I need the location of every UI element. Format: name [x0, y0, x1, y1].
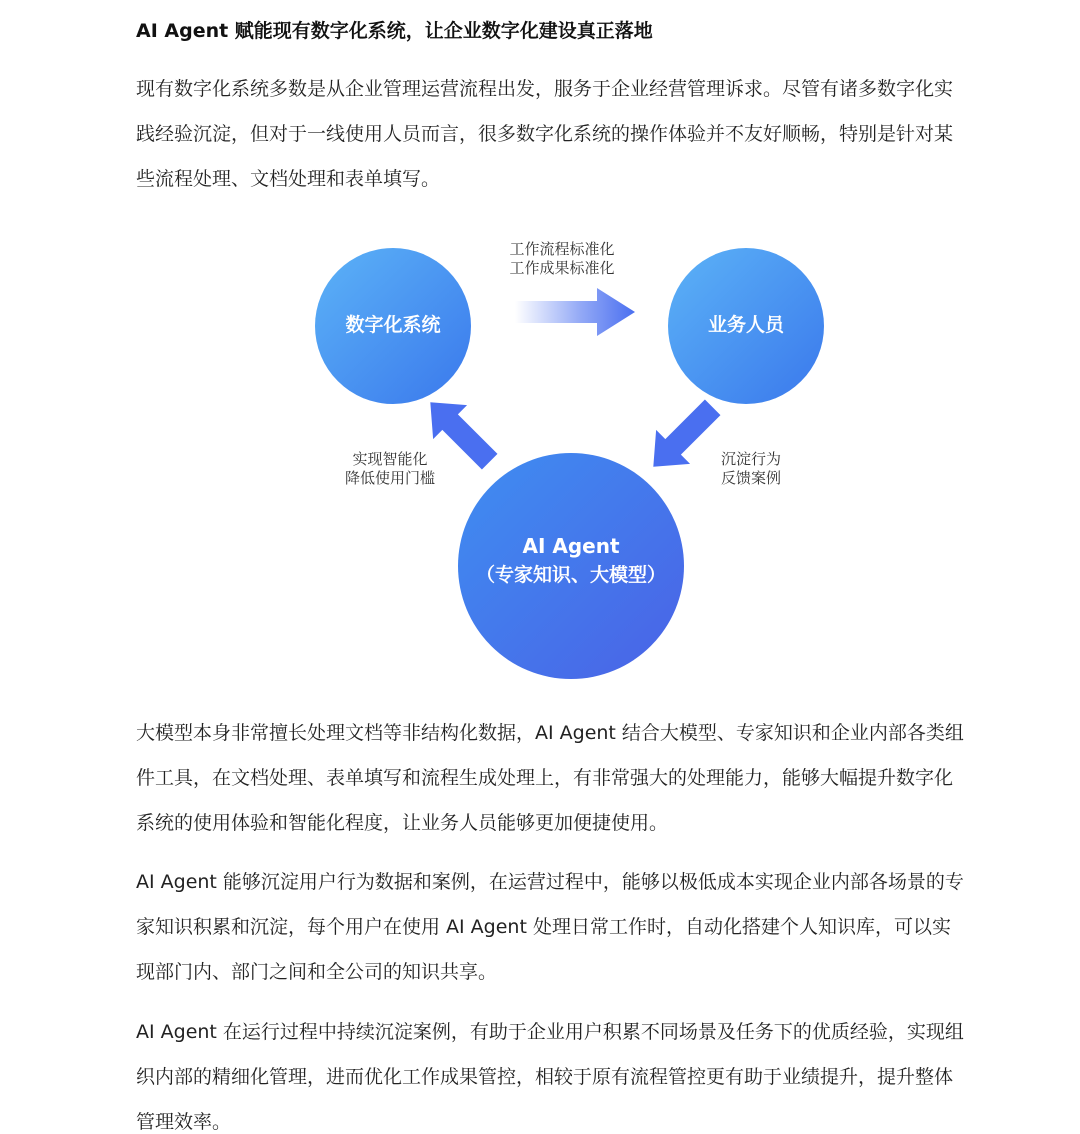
arrow-left-label-line1: 实现智能化	[352, 450, 428, 468]
paragraph-knowledge	[136, 860, 1016, 995]
paragraph-line: 家知识积累和沉淀，每个用户在使用 AI Agent 处理日常工作时，自动化搭建个人知识库，可以实	[136, 916, 951, 938]
paragraph-llm	[136, 711, 1016, 846]
paragraph-line: 管理效率。	[136, 1111, 232, 1133]
paragraph-line: AI Agent 在运行过程中持续沉淀案例，有助于企业用户积累不同场景及任务下的优质经验，实现组	[136, 1021, 964, 1043]
ai-agent-label-line2: （专家知识、大模型）	[475, 564, 666, 586]
arrow-top-label-line1: 工作流程标准化	[509, 240, 615, 258]
paragraph-line: 现部门内、部门之间和全公司的知识共享。	[136, 961, 498, 983]
arrow-top-label	[492, 240, 632, 278]
arrow-left-label-line2: 降低使用门槛	[344, 469, 435, 487]
paragraph-line: 些流程处理、文档处理和表单填写。	[136, 168, 441, 190]
business-staff-label: 业务人员	[707, 314, 784, 336]
paragraph-line: 件工具，在文档处理、表单填写和流程生成处理上，有非常强大的处理能力，能够大幅提升数字化	[136, 767, 954, 789]
arrow-top	[515, 288, 635, 336]
paragraph-line: 现有数字化系统多数是从企业管理运营流程出发，服务于企业经营管理诉求。尽管有诸多数字化实	[136, 78, 954, 100]
section-heading: AI Agent 赋能现有数字化系统，让企业数字化建设真正落地	[136, 20, 653, 42]
arrow-right-label	[706, 450, 796, 488]
paragraph-management	[136, 1010, 1016, 1134]
arrow-top-label-line2: 工作成果标准化	[509, 259, 615, 277]
paragraph-intro	[136, 67, 1016, 202]
cycle-diagram	[0, 200, 1080, 700]
ai-agent-label-line1: AI Agent	[522, 534, 620, 558]
paragraph-line: 系统的使用体验和智能化程度，让业务人员能够更加便捷使用。	[136, 812, 669, 834]
paragraph-line: 织内部的精细化管理，进而优化工作成果管控，相较于原有流程管控更有助于业绩提升，提升整体	[136, 1066, 954, 1088]
arrow-left-label	[330, 450, 450, 488]
paragraph-line: AI Agent 能够沉淀用户行为数据和案例，在运营过程中，能够以极低成本实现企业内部各场景的专	[136, 871, 964, 893]
arrow-right-label-line2: 反馈案例	[720, 469, 781, 487]
paragraph-line: 大模型本身非常擅长处理文档等非结构化数据，AI Agent 结合大模型、专家知识和企业内部各类组	[136, 722, 964, 744]
digital-system-label: 数字化系统	[345, 314, 441, 336]
arrow-right-label-line1: 沉淀行为	[720, 450, 781, 468]
paragraph-line: 践经验沉淀，但对于一线使用人员而言，很多数字化系统的操作体验并不友好顺畅，特别是针对某	[136, 123, 954, 145]
